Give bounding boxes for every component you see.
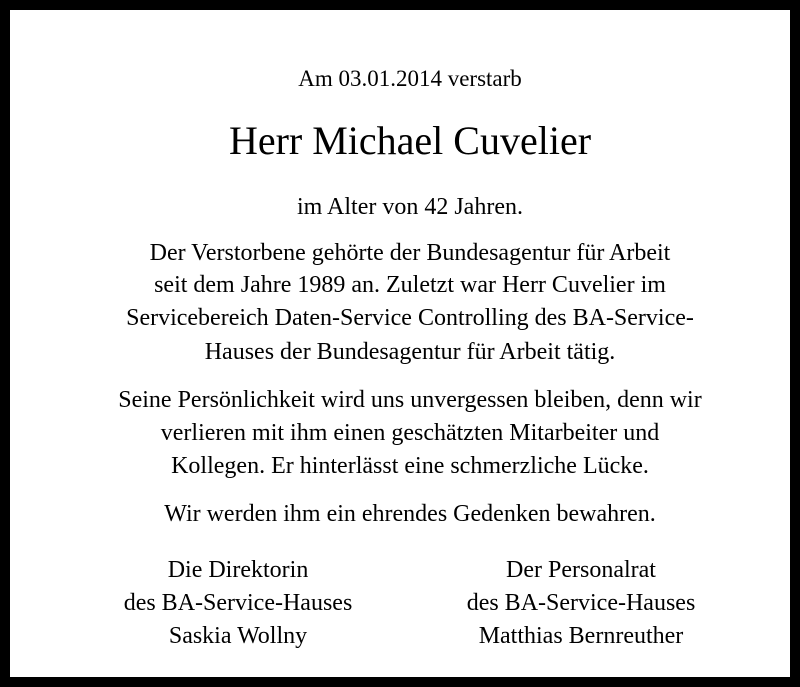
- paragraph-line: Servicebereich Daten-Service Controlling des BA-Service-: [126, 305, 694, 331]
- signature-title: Der Personalrat: [506, 557, 656, 583]
- age-line: im Alter von 42 Jahren.: [297, 194, 523, 220]
- signature-title: Die Direktorin: [167, 557, 309, 583]
- paragraph-line: seit dem Jahre 1989 an. Zuletzt war Herr Cuvelier im: [154, 272, 666, 298]
- deceased-name: Herr Michael Cuvelier: [228, 118, 592, 163]
- signature-person: Saskia Wollny: [168, 623, 308, 649]
- closing-line: Wir werden ihm ein ehrendes Gedenken bewahren.: [164, 501, 656, 527]
- signature-org: des BA-Service-Hauses: [466, 590, 696, 616]
- paragraph-line: Hauses der Bundesagentur für Arbeit tätig.: [204, 339, 616, 365]
- paragraph-line: Der Verstorbene gehörte der Bundesagentur für Arbeit: [149, 240, 671, 266]
- death-date-intro: Am 03.01.2014 verstarb: [298, 66, 522, 91]
- paragraph-line: verlieren mit ihm einen geschätzten Mitarbeiter und: [160, 420, 660, 446]
- signature-block-left: [78, 555, 398, 651]
- signature-block-right: [421, 555, 741, 651]
- signature-org: des BA-Service-Hauses: [123, 590, 353, 616]
- paragraph-line: Kollegen. Er hinterlässt eine schmerzliche Lücke.: [171, 453, 649, 479]
- paragraph-line: Seine Persönlichkeit wird uns unvergessen bleiben, denn wir: [118, 387, 702, 413]
- signature-person: Matthias Bernreuther: [478, 623, 684, 649]
